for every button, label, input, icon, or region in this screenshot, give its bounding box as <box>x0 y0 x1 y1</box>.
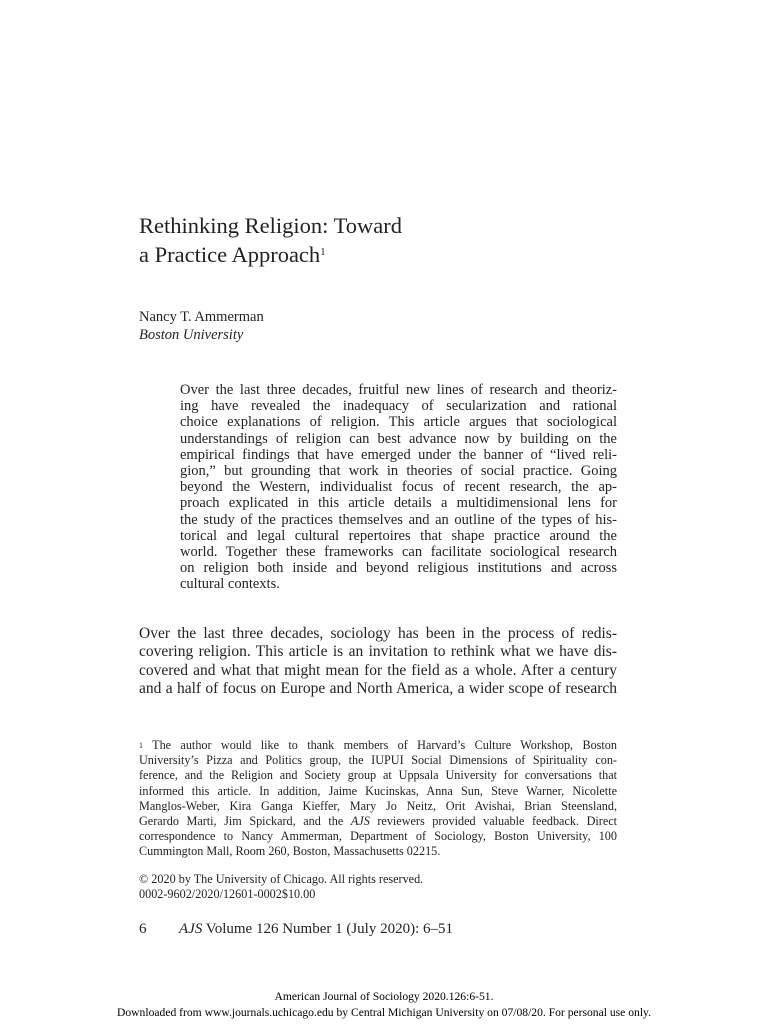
page-number: 6 <box>139 921 147 937</box>
journal-citation-notice: American Journal of Sociology 2020.126:6-51. <box>274 990 494 1003</box>
abstract-line: the study of the practices themselves and an outline of the types of his- <box>180 511 617 528</box>
footnote-line-prefix: Gerardo Marti, Jim Spickard, and the <box>139 814 351 829</box>
footnote-line-text: The author would like to thank members of Harvard’s Culture Workshop, Boston <box>143 738 617 752</box>
footnote-line-suffix: reviewers provided valuable feedback. Direct <box>377 814 618 829</box>
issn-line: 0002-9602/2020/12601-0002$10.00 <box>139 887 316 901</box>
body-line: Over the last three decades, sociology has been in the process of redis- <box>139 625 617 642</box>
abstract-line: beyond the Western, individualist focus of recent research, the ap- <box>180 479 617 496</box>
journal-abbrev: AJS <box>179 921 203 937</box>
footnote-line: ference, and the Religion and Society group at Uppsala University for conversations that <box>139 768 617 783</box>
abstract-line: cultural contexts. <box>180 576 280 593</box>
title-line-1: Rethinking Religion: Toward <box>139 213 402 238</box>
abstract-line: gion,” but grounding that work in theories of social practice. Going <box>180 463 617 480</box>
body-line: covered and what that might mean for the field as a whole. After a century <box>139 661 617 679</box>
footnote <box>139 738 617 860</box>
copyright-notice <box>139 872 423 902</box>
footnote-marker: 1 <box>139 741 143 750</box>
author-affiliation: Boston University <box>139 327 244 343</box>
citation-details: Volume 126 Number 1 (July 2020): 6–51 <box>202 921 454 937</box>
footnote-line: Manglos-Weber, Kira Ganga Kieffer, Mary Jo Neitz, Orit Avishai, Brian Steensland, <box>139 798 617 813</box>
abstract-line: understandings of religion can best advance now by building on the <box>180 430 617 447</box>
footnote-line: University’s Pizza and Politics group, the IUPUI Social Dimensions of Spirituality con- <box>139 753 617 768</box>
abstract <box>180 382 617 593</box>
abstract-line: empirical findings that have emerged under the banner of “lived reli- <box>180 446 617 463</box>
body-paragraph <box>139 625 617 698</box>
article-title <box>139 211 619 269</box>
body-line: and a half of focus on Europe and North America, a wider scope of research <box>139 679 617 697</box>
footnote-line <box>139 814 617 829</box>
footnote-line: informed this article. In addition, Jaime Kucinskas, Anna Sun, Steve Warner, Nicolette <box>139 783 617 798</box>
abstract-line: on religion both inside and beyond religious institutions and across <box>180 560 617 577</box>
copyright-line: © 2020 by The University of Chicago. All rights reserved. <box>139 872 424 886</box>
title-line-2-text: a Practice Approach <box>139 242 321 267</box>
title-footnote-marker[interactable]: 1 <box>320 246 326 258</box>
footnote-line: correspondence to Nancy Ammerman, Department of Sociology, Boston University, 100 <box>139 829 617 844</box>
download-notice[interactable]: Downloaded from www.journals.uchicago.edu by Central Michigan University on 07/08/20. For personal use only. <box>117 1006 651 1019</box>
footnote-line <box>139 738 617 753</box>
abstract-line: proach explicated in this article details a multidimensional lens for <box>180 495 617 512</box>
footnote-line: Cummington Mall, Room 260, Boston, Massachusetts 02215. <box>139 844 441 859</box>
abstract-line: ing have revealed the inadequacy of secularization and rational <box>180 398 617 415</box>
footnote-journal-abbrev: AJS <box>350 814 370 829</box>
abstract-line: torical and legal cultural repertoires that shape practice around the <box>180 527 617 544</box>
author-name: Nancy T. Ammerman <box>139 309 264 325</box>
body-line: covering religion. This article is an invitation to rethink what we have dis- <box>139 643 617 661</box>
abstract-line: choice explanations of religion. This article argues that sociological <box>180 414 617 431</box>
page-footer <box>139 920 453 938</box>
title-line-2 <box>139 240 619 269</box>
abstract-line: Over the last three decades, fruitful new lines of research and theoriz- <box>180 382 617 398</box>
abstract-line: world. Together these frameworks can facilitate sociological research <box>180 544 617 561</box>
